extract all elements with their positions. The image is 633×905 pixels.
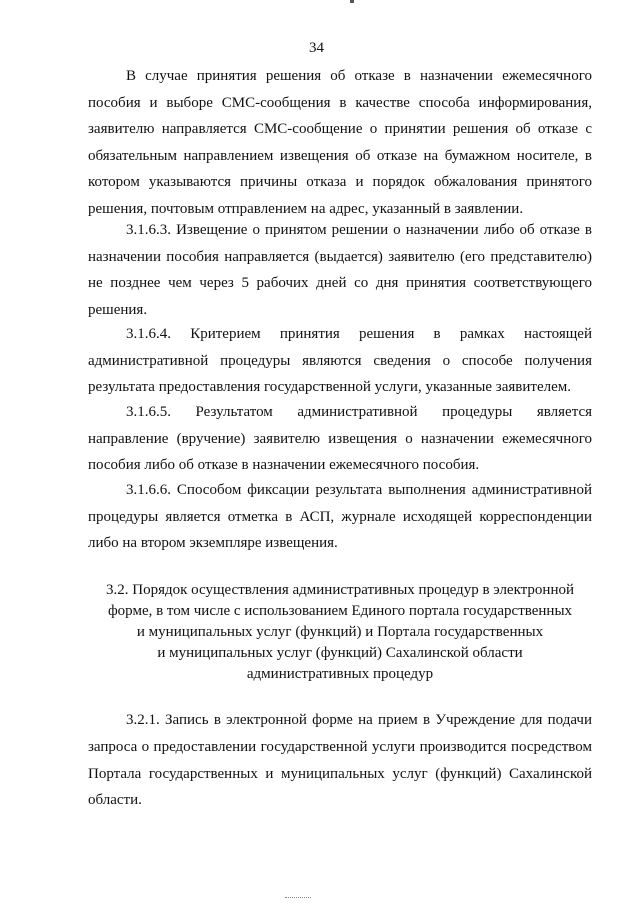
page-number: 34 [309,40,324,56]
heading-line: и муниципальных услуг (функций) Сахалинской области [157,645,523,661]
heading-line: и муниципальных услуг (функций) и Портала государственных [136,624,544,640]
section-heading-3-2 [88,580,592,685]
paragraph-text: 3.2.1. Запись в электронной форме на прием в Учреждение для подачи запроса о предоставлении государственной услуги производится посредством Портала государственных и муниципальных услуг (функций) Сахалинской области. [88,712,592,809]
paragraph-text: В случае принятия решения об отказе в назначении ежемесячного пособия и выборе СМС-сообщения в качестве способа информирования, заявителю направляется СМС-сообщение о принятии решения об отказе с обязательным направлением извещения об отказе на бумажном носителе, в котором указываются причины отказа и порядок обжалования принятого решения, почтовым отправлением на адрес, указанный в заявлении. [88,68,592,217]
heading-line: административных процедур [246,666,434,682]
paragraph-3-1-6-6 [88,477,592,557]
paragraph-3-1-6-5 [88,399,592,479]
heading-line: 3.2. Порядок осуществления административных процедур в электронной [105,582,574,598]
heading-line: форме, в том числе с использованием Единого портала государственных [107,603,573,619]
paragraph-text: 3.1.6.3. Извещение о принятом решении о назначении либо об отказе в назначении пособия направляется (выдается) заявителю (его представителю) не позднее чем через 5 рабочих дней со дня принятия соответствующего решения. [88,222,592,318]
paragraph-sms-refusal [88,63,592,223]
paragraph-text: 3.1.6.4. Критерием принятия решения в рамках настоящей административной процедуры являются сведения о способе получения результата предоставления государственной услуги, указанные заявителем. [88,326,592,396]
paragraph-3-1-6-3 [88,217,592,323]
scan-artifact [285,897,311,900]
paragraph-text: 3.1.6.6. Способом фиксации результата выполнения административной процедуры является отметка в АСП, журнале исходящей корреспонденции либо на втором экземпляре извещения. [88,482,592,552]
paragraph-3-2-1 [88,707,592,814]
paragraph-text: 3.1.6.5. Результатом административной процедуры является направление (вручение) заявителю извещения о назначении ежемесячного пособия либо об отказе в назначении ежемесячного пособия. [88,404,592,474]
paragraph-3-1-6-4 [88,321,592,401]
scan-artifact [350,0,354,3]
